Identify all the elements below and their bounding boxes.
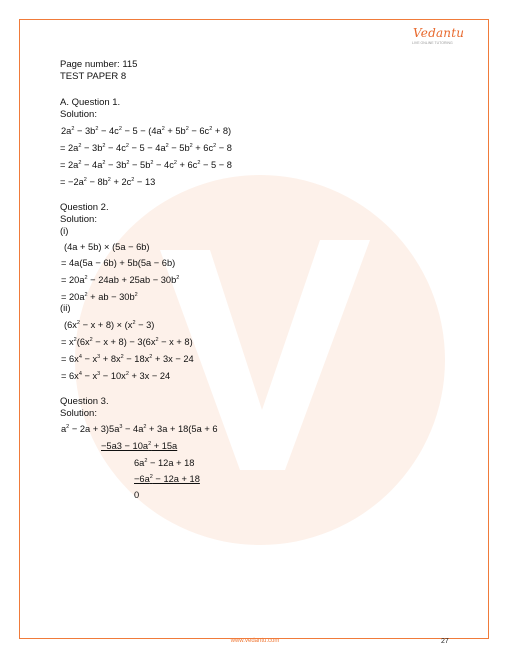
q2i-step-2: = 4a(5a − 6b) + 5b(5a − 6b)	[61, 258, 176, 268]
paper-title: TEST PAPER 8	[60, 71, 127, 82]
q1-step-1: $2a^2 - 3b^2 - 4c^2 - 5 - (4a^2 + 5b^2 - 6c^2 + 8)$	[61, 126, 232, 136]
page-number-text: Page number: 115	[60, 59, 138, 70]
q1-step-2: = $2a^2 - 3b^2 - 4c^2 - 5 - 4a^2 - 5b^2 + 6c^2 - 8$	[60, 143, 232, 153]
q2i-step-4: = $20a^2$ + ab − $30b^2$	[61, 292, 138, 302]
q3-remainder-1: $6a^2 - 12a + 18$	[134, 458, 195, 468]
q2-part-i-label: (i)	[60, 226, 69, 237]
q2ii-step-3: = $6x^4 - x^3 + 8x^2 - 18x^2 + 3x - 24$	[61, 354, 194, 364]
q3-solution-label: Solution:	[60, 408, 97, 419]
q2i-step-3: = $20a^2 - 24ab + 25ab - 30b^2$	[61, 275, 180, 285]
q2ii-step-2: = $x^2(6x^2 - x + 8) - 3(6x^2 - x + 8)$	[61, 337, 193, 347]
q2i-step-1: (4a + 5b) × (5a − 6b)	[64, 242, 150, 252]
footer-page-number: 27	[441, 638, 449, 645]
q3-final-remainder: 0	[134, 490, 140, 500]
vedantu-logo	[410, 26, 468, 48]
logo-wordmark: Vedantu	[413, 26, 465, 40]
q2-solution-label: Solution:	[60, 214, 97, 225]
q1-heading: A. Question 1.	[60, 97, 121, 108]
logo-tagline: LIVE ONLINE TUTORING	[412, 41, 453, 45]
q3-heading: Question 3.	[60, 396, 109, 407]
q1-step-4: = $-2a^2 - 8b^2 + 2c^2 - 13$	[60, 177, 156, 187]
q2-part-ii-label: (ii)	[60, 303, 71, 314]
q2ii-step-1: $(6x^2 - x + 8) \times (x^2 - 3)$	[64, 320, 155, 330]
q2-heading: Question 2.	[60, 202, 109, 213]
q2ii-step-4: = $6x^4 - x^3 - 10x^2 + 3x - 24$	[61, 371, 171, 381]
q3-subtract-1: $-5a3 - 10a^2 + 15a$	[101, 441, 178, 451]
q3-subtract-2: $-6a^2 - 12a + 18$	[134, 474, 200, 484]
q1-step-3: = $2a^2 - 4a^2 - 3b^2 - 5b^2 - 4c^2 + 6c^2 - 5 - 8$	[60, 160, 232, 170]
q1-solution-label: Solution:	[60, 109, 97, 120]
footer-url: www.vedantu.com	[230, 638, 280, 644]
q3-division-line: $a^2 - 2a + 3)5a^3 - 4a^2 + 3a + 18(5a + 6$	[61, 424, 218, 434]
